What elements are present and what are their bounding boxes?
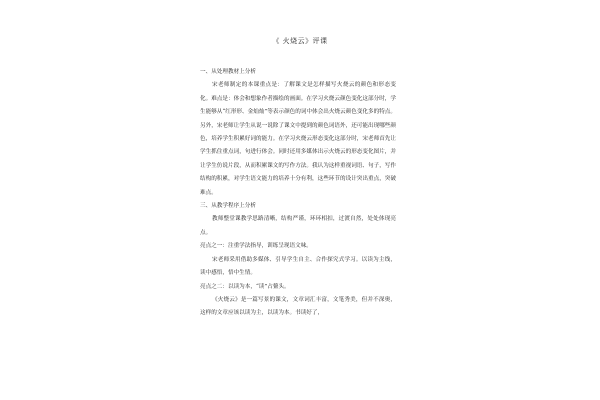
- document-title: 《 火烧云》评课: [272, 37, 328, 45]
- section-3-paragraph: 教师整堂课教学思路清晰，结构严谨，环环相扣，过渡自然，处处体现亮点。: [200, 216, 396, 236]
- section-1-paragraph: 宋老师制定的本课重点是：了解课文是怎样描写火烧云的颜色和形态变化。难点是：体会和想象作者描绘的画面。在学习火烧云颜色变化这部分时，学生能够从“红形形、金灿灿”等表示颜色的词中体会出火烧云颜色变化多的特点。另外，宋老师让学生从说一说除了课文中提到的颜色词语外，还可能出现哪些颜色，培养学生积累好词的能力。在学习火烧云形态变化这部分时，宋老师首先让学生抓住重点词，句进行体会。同时还用多媒体出示火烧云的形态变化图片，并让学生仿说片段，从而积累课文的写作方法。我认为这样重视词语、句子，写作结构的积累，对学生语文能力的培养十分有利，这些环节的设计突出重点，突破难点。: [200, 82, 396, 196]
- highlight-2-label: 亮点之二：以读为本，“读”占鳌头。: [200, 283, 290, 290]
- highlight-2-paragraph: 《火烧云》是一篇写景的课文，文章词汇丰富，文笔秀美，但并不深奥，这样的文章应该以读为主，以读为本。书读好了，: [200, 296, 396, 317]
- section-heading-1: 一、从处理教材上分析: [200, 69, 256, 75]
- highlight-1-label: 亮点之一：注重学法指导，训练呈现语文味。: [200, 243, 312, 250]
- highlight-1-paragraph: 宋老师采用借助多媒体、引导学生自主、合作探究式学习。以读为主线，读中感悟，悟中生情。: [200, 256, 396, 277]
- document-body: [200, 66, 396, 321]
- section-heading-3: 三、从教学程序上分析: [200, 203, 256, 210]
